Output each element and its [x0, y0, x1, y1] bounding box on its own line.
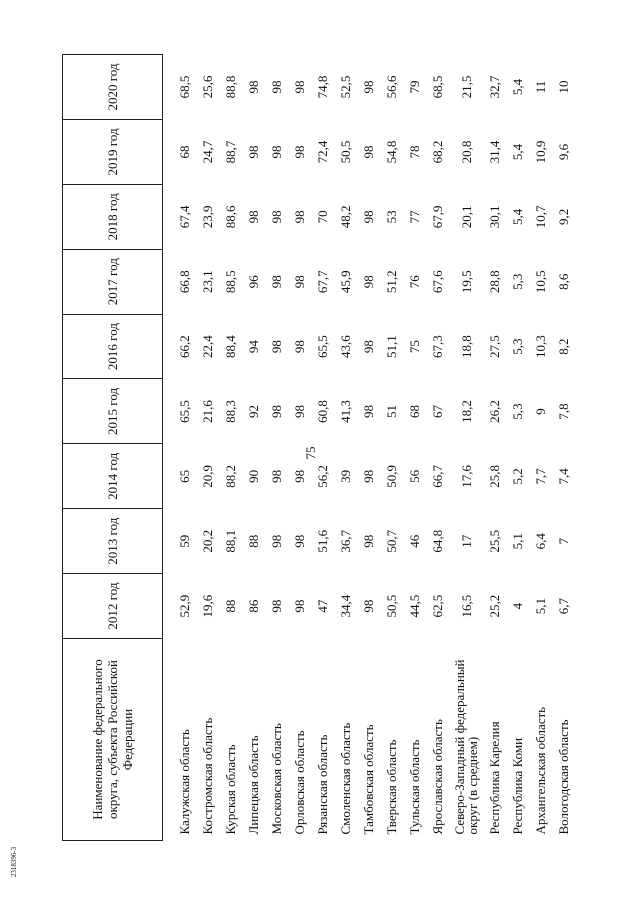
- row-value: 20,1: [458, 205, 474, 229]
- row-value: 25,8: [487, 464, 502, 488]
- row-value: 50,5: [338, 140, 353, 164]
- row-value: 68,5: [177, 75, 192, 99]
- table-row: [357, 55, 380, 841]
- row-value: 98: [269, 404, 284, 418]
- row-value: 88,1: [223, 529, 238, 553]
- row-value: 10: [556, 80, 571, 94]
- row-value: 68: [407, 404, 422, 418]
- row-value: 98: [292, 469, 307, 483]
- row-value: 25,5: [487, 529, 502, 553]
- row-value: 98: [292, 599, 307, 613]
- row-region-name: Курская область: [223, 744, 238, 835]
- row-value: 68: [177, 145, 192, 159]
- row-value: 56,6: [384, 75, 399, 99]
- row-value: 6,7: [556, 597, 571, 615]
- row-region-name: Архангельская область: [533, 706, 548, 835]
- row-value: 17,6: [458, 464, 474, 488]
- header-year: 2018 год: [63, 184, 163, 249]
- row-region-name: Костромская область: [200, 717, 215, 835]
- header-year: 2016 год: [63, 314, 163, 379]
- row-value: 98: [269, 534, 284, 548]
- row-value: 92: [246, 404, 261, 418]
- row-value: 5,1: [533, 597, 548, 615]
- row-value: 60,8: [315, 400, 330, 423]
- row-value: 5,4: [510, 143, 525, 161]
- table-body: [163, 55, 576, 841]
- row-value: 66,8: [177, 270, 192, 294]
- row-value: 88: [223, 599, 238, 613]
- row-value: 5,3: [510, 338, 525, 355]
- row-region-name: Орловская область: [292, 730, 307, 835]
- table-row: [311, 55, 334, 841]
- table-row: [449, 55, 483, 841]
- row-value: 10,7: [533, 205, 548, 229]
- row-value: 52,5: [338, 75, 353, 99]
- row-value: 5,4: [510, 78, 525, 96]
- row-value: 7,8: [556, 403, 571, 420]
- row-region-name: Смоленская область: [338, 722, 353, 835]
- row-value: 90: [246, 469, 261, 483]
- row-value: 98: [246, 210, 261, 224]
- row-value: 98: [361, 210, 376, 224]
- table-row: [426, 55, 449, 841]
- row-value: 21,6: [200, 400, 215, 423]
- row-value: 98: [292, 340, 307, 354]
- row-region-name: Рязанская область: [315, 734, 330, 835]
- row-value: 7,4: [556, 468, 571, 485]
- row-value: 98: [361, 469, 376, 483]
- row-value: 88,4: [223, 335, 238, 358]
- row-value: 66,7: [430, 464, 445, 488]
- document-code: 2318396-3: [10, 846, 18, 878]
- row-value: 98: [292, 404, 307, 418]
- row-value: 54,8: [384, 140, 399, 164]
- row-value: 56: [407, 469, 422, 483]
- row-value: 86: [246, 599, 261, 613]
- header-year: 2015 год: [63, 379, 163, 444]
- row-value: 39: [338, 469, 353, 483]
- row-value: 67,7: [315, 270, 330, 294]
- row-value: 25,6: [200, 75, 215, 99]
- header-name-column: Наименование федерального округа, субъекта Российской Федерации: [63, 639, 163, 841]
- row-value: 8,2: [556, 338, 571, 355]
- table-row: [242, 55, 265, 841]
- row-value: 66,2: [177, 335, 192, 358]
- row-value: 10,9: [533, 140, 548, 164]
- row-value: 51,6: [315, 529, 330, 553]
- page-number: 75: [303, 446, 318, 460]
- header-year: 2012 год: [63, 574, 163, 639]
- row-region-name: Липецкая область: [246, 735, 261, 835]
- table-row: [529, 55, 552, 841]
- statistics-table: [62, 54, 575, 841]
- table-row: [219, 55, 242, 841]
- row-value: 26,2: [487, 400, 502, 423]
- row-value: 98: [292, 145, 307, 159]
- row-region-name: Северо-Западный федеральный округ (в среднем): [452, 659, 480, 835]
- row-value: 50,7: [384, 529, 399, 553]
- header-year: 2020 год: [63, 55, 163, 120]
- row-value: 4: [510, 602, 525, 610]
- table-row: [173, 55, 196, 841]
- row-value: 94: [246, 340, 261, 354]
- row-value: 10,5: [533, 270, 548, 294]
- row-value: 51,1: [384, 335, 399, 358]
- row-value: 45,9: [338, 270, 353, 294]
- row-value: 52,9: [177, 594, 192, 618]
- row-region-name: Ярославская область: [430, 719, 445, 835]
- row-value: 67,9: [430, 205, 445, 229]
- row-value: 74,8: [315, 75, 330, 99]
- row-value: 36,7: [338, 529, 353, 553]
- row-value: 98: [361, 404, 376, 418]
- table-header-row: [63, 55, 163, 841]
- row-value: 98: [292, 80, 307, 94]
- row-value: 68,5: [430, 75, 445, 99]
- row-value: 48,2: [338, 205, 353, 229]
- header-year: 2019 год: [63, 120, 163, 185]
- header-year: 2017 год: [63, 249, 163, 314]
- row-value: 88,3: [223, 400, 238, 423]
- row-value: 70: [315, 210, 330, 224]
- row-value: 98: [361, 275, 376, 289]
- row-value: 72,4: [315, 140, 330, 164]
- row-value: 20,9: [200, 464, 215, 488]
- row-value: 88: [246, 534, 261, 548]
- row-value: 27,5: [487, 335, 502, 358]
- row-value: 5,2: [510, 468, 525, 485]
- row-value: 10,3: [533, 335, 548, 358]
- spacer-row: [163, 55, 174, 841]
- row-value: 98: [269, 210, 284, 224]
- row-value: 31,4: [487, 140, 502, 164]
- row-value: 98: [269, 275, 284, 289]
- row-value: 23,9: [200, 205, 215, 229]
- row-value: 5,1: [510, 533, 525, 550]
- row-value: 41,3: [338, 400, 353, 423]
- row-value: 24,7: [200, 140, 215, 164]
- row-value: 98: [292, 534, 307, 548]
- row-region-name: Вологодская область: [556, 719, 571, 835]
- row-value: 98: [292, 275, 307, 289]
- row-value: 98: [269, 80, 284, 94]
- row-value: 32,7: [487, 75, 502, 99]
- row-value: 65,5: [177, 400, 192, 423]
- table-row: [196, 55, 219, 841]
- row-value: 67,4: [177, 205, 192, 229]
- row-value: 6,4: [533, 533, 548, 550]
- row-value: 98: [361, 145, 376, 159]
- row-value: 51,2: [384, 270, 399, 294]
- row-value: 9: [533, 408, 548, 415]
- row-region-name: Республика Коми: [510, 737, 525, 835]
- row-value: 51: [384, 404, 399, 418]
- row-value: 19,5: [458, 270, 474, 294]
- row-value: 5,3: [510, 403, 525, 420]
- row-region-name: Тверская область: [384, 739, 399, 835]
- row-value: 59: [177, 534, 192, 548]
- row-value: 43,6: [338, 335, 353, 358]
- row-value: 16,5: [458, 594, 474, 618]
- row-value: 98: [246, 80, 261, 94]
- row-value: 65: [177, 469, 192, 483]
- row-value: 17: [458, 534, 474, 548]
- row-value: 67: [430, 404, 445, 418]
- row-value: 88,8: [223, 75, 238, 99]
- row-value: 98: [361, 80, 376, 94]
- row-value: 88,2: [223, 464, 238, 488]
- row-value: 98: [361, 599, 376, 613]
- row-value: 20,8: [458, 140, 474, 164]
- row-value: 98: [361, 340, 376, 354]
- row-value: 5,3: [510, 273, 525, 290]
- row-value: 9,6: [556, 143, 571, 161]
- row-value: 65,5: [315, 335, 330, 358]
- row-value: 68,2: [430, 140, 445, 164]
- row-value: 98: [292, 210, 307, 224]
- header-year: 2014 год: [63, 444, 163, 509]
- row-value: 62,5: [430, 594, 445, 618]
- row-value: 64,8: [430, 529, 445, 553]
- row-value: 18,8: [458, 335, 474, 358]
- table-row: [403, 55, 426, 841]
- table-row: [288, 55, 311, 841]
- row-value: 50,5: [384, 594, 399, 618]
- row-value: 34,4: [338, 594, 353, 618]
- row-value: 88,6: [223, 205, 238, 229]
- table-row: [265, 55, 288, 841]
- row-value: 79: [407, 80, 422, 94]
- row-value: 76: [407, 275, 422, 289]
- row-value: 21,5: [458, 75, 474, 99]
- row-value: 25,2: [487, 594, 502, 618]
- row-value: 47: [315, 599, 330, 613]
- row-value: 7,7: [533, 468, 548, 485]
- row-region-name: Московская область: [269, 723, 284, 835]
- table-row: [552, 55, 575, 841]
- row-value: 88,5: [223, 270, 238, 294]
- row-region-name: Тамбовская область: [361, 724, 376, 835]
- row-value: 5,4: [510, 208, 525, 225]
- row-value: 98: [269, 469, 284, 483]
- row-value: 30,1: [487, 205, 502, 229]
- row-value: 11: [533, 80, 548, 94]
- row-value: 56,2: [315, 464, 330, 488]
- row-value: 78: [407, 145, 422, 159]
- row-region-name: Калужская область: [177, 729, 192, 835]
- table-row: [483, 55, 506, 841]
- row-value: 77: [407, 210, 422, 224]
- table-row: [380, 55, 403, 841]
- row-value: 98: [246, 145, 261, 159]
- row-value: 98: [269, 145, 284, 159]
- row-value: 88,7: [223, 140, 238, 164]
- row-value: 67,3: [430, 335, 445, 358]
- row-value: 18,2: [458, 400, 474, 423]
- table-row: [506, 55, 529, 841]
- row-value: 46: [407, 534, 422, 548]
- table-row: [334, 55, 357, 841]
- row-value: 8,6: [556, 273, 571, 290]
- row-value: 50,9: [384, 464, 399, 488]
- rotated-table-container: [62, 54, 571, 841]
- row-value: 98: [361, 534, 376, 548]
- row-value: 7: [556, 537, 571, 545]
- row-value: 28,8: [487, 270, 502, 294]
- row-value: 20,2: [200, 529, 215, 553]
- row-region-name: Тульская область: [407, 739, 422, 835]
- row-value: 23,1: [200, 270, 215, 294]
- row-value: 9,2: [556, 208, 571, 225]
- row-value: 98: [269, 340, 284, 354]
- row-value: 67,6: [430, 270, 445, 294]
- row-value: 22,4: [200, 335, 215, 358]
- header-year: 2013 год: [63, 509, 163, 574]
- row-value: 53: [384, 210, 399, 224]
- row-value: 98: [269, 599, 284, 613]
- row-value: 96: [246, 275, 261, 289]
- row-value: 44,5: [407, 594, 422, 618]
- row-value: 75: [407, 340, 422, 354]
- row-value: 19,6: [200, 594, 215, 618]
- row-region-name: Республика Карелия: [487, 721, 502, 835]
